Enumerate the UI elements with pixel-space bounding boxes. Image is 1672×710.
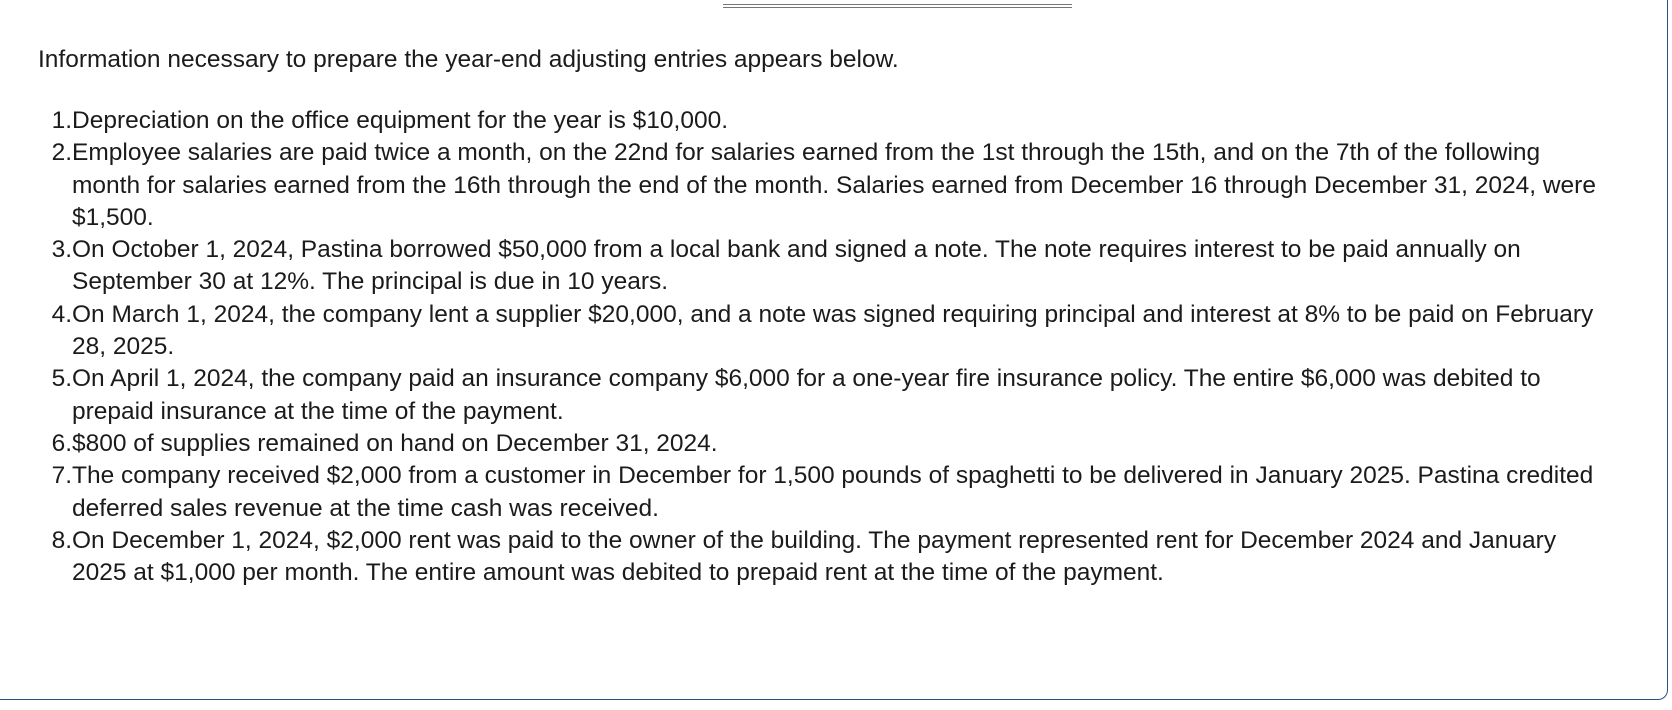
item-number: 6. [51, 429, 72, 457]
list-item [38, 428, 1598, 460]
adjusting-entries-list [38, 105, 1598, 589]
list-item [38, 525, 1598, 590]
item-number: 1. [51, 107, 72, 134]
list-item [38, 137, 1598, 234]
item-number: 4. [51, 300, 72, 328]
item-text: The company received $2,000 from a customer in December for 1,500 pounds of spaghetti to be delivered in January 2025. Pastina credited deferred sales revenue at the time cash was received. [72, 462, 1594, 522]
item-text: On December 1, 2024, $2,000 rent was paid to the owner of the building. The payment represented rent for December 2024 and January 2025 at $1,000 per month. The entire amount was debited to prepaid rent at the time of the payment. [72, 526, 1557, 587]
item-text: On March 1, 2024, the company lent a supplier $20,000, and a note was signed requiring principal and interest at 8% to be paid on February 28, 2025. [72, 300, 1594, 361]
list-item [38, 299, 1598, 364]
item-text: Employee salaries are paid twice a month, on the 22nd for salaries earned from the 1st through the 15th, and on the 7th of the following month for salaries earned from the 16th through the end of the month. Salaries earned from December 16 through December 31, 2024, were $1,500. [72, 139, 1596, 231]
list-item [38, 363, 1598, 428]
item-text: On April 1, 2024, the company paid an insurance company $6,000 for a one-year fire insurance policy. The entire $6,000 was debited to prepaid insurance at the time of the payment. [72, 365, 1541, 425]
top-divider [723, 4, 1072, 8]
item-number: 5. [51, 365, 72, 393]
item-number: 8. [51, 526, 72, 554]
item-number: 2. [51, 139, 72, 167]
item-number: 7. [51, 462, 72, 490]
list-item [38, 460, 1598, 525]
intro-text: Information necessary to prepare the year-end adjusting entries appears below. [38, 46, 899, 73]
item-text: On October 1, 2024, Pastina borrowed $50,000 from a local bank and signed a note. The note requires interest to be paid annually on September 30 at 12%. The principal is due in 10 years. [72, 236, 1521, 296]
item-text: $800 of supplies remained on hand on December 31, 2024. [72, 429, 718, 457]
list-item [38, 234, 1598, 299]
item-text: Depreciation on the office equipment for the year is $10,000. [72, 107, 729, 134]
item-number: 3. [51, 236, 72, 264]
list-item [38, 105, 1598, 137]
